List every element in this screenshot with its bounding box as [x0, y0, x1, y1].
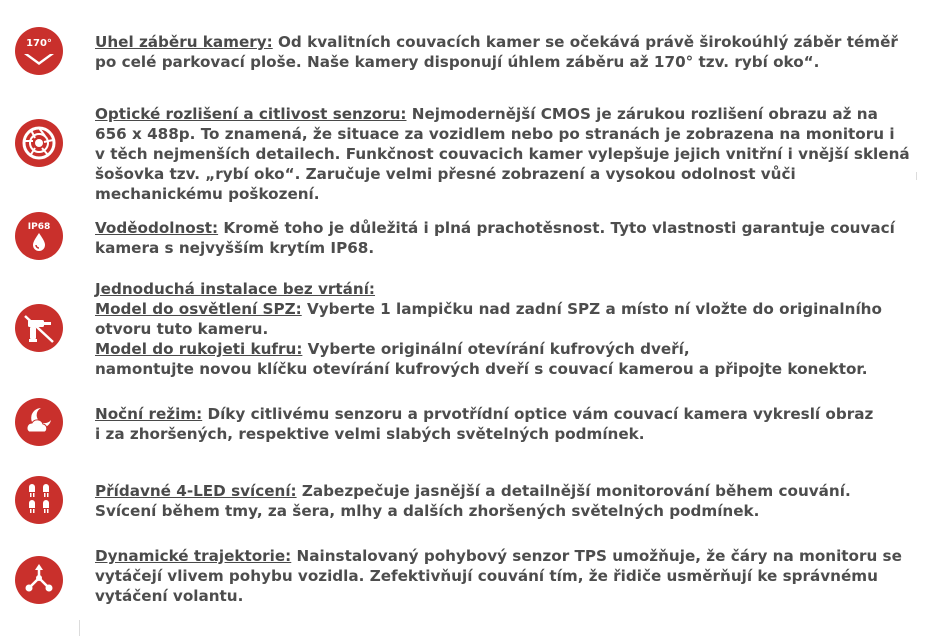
divider-mark [916, 172, 917, 180]
feature-text: Kromě toho je důležitá i plná prachotěsnost. Tyto vlastnosti garantuje couvací [218, 219, 895, 237]
feature-label: Noční režim: [95, 405, 203, 423]
feature-text: po celé parkovací ploše. Naše kamery disponují úhlem záběru až 170° tzv. rybí oko“. [95, 53, 820, 71]
sub-label: Model do rukojeti kufru: [95, 340, 303, 358]
divider-mark [79, 620, 80, 636]
feature-text: kamera s nejvyšším krytím IP68. [95, 239, 375, 257]
feature-text: 656 x 488p. To znamená, že situace za vozidlem nebo po stranách je zobrazena na monitoru i [95, 125, 895, 143]
feature-label: Optické rozlišení a citlivost senzoru: [95, 105, 407, 123]
trajectory-arrows-icon [15, 556, 63, 604]
feature-text: Nainstalovaný pohybový senzor TPS umožňuje, že čáry na monitoru se [291, 547, 902, 565]
feature-text: Vyberte originální otevírání kufrových dveří, [302, 340, 690, 358]
feature-text: Nejmodernější CMOS je zárukou rozlišení obrazu až na [406, 105, 878, 123]
icon-170-label: 170° [26, 38, 52, 49]
water-drop-ip68-icon [15, 212, 63, 260]
feature-label: Voděodolnost: [95, 219, 219, 237]
feature-label: Dynamické trajektorie: [95, 547, 292, 565]
feature-text: Svícení během tmy, za šera, mlhy a dalších zhoršených světelných podmínek. [95, 502, 760, 520]
feature-text: v těch nejmenších detailech. Funkčnost couvacich kamer vylepšuje jejich vnitřní i vnější sklená [95, 145, 910, 163]
feature-text: Díky citlivému senzoru a prvotřídní optice vám couvací kamera vykreslí obraz [202, 405, 874, 423]
feature-label: Uhel záběru kamery: [95, 33, 273, 51]
four-led-icon [15, 476, 63, 524]
feature-text: Od kvalitních couvacích kamer se očekává právě širokoúhlý záběr téměř [272, 33, 898, 51]
feature-text: otvoru tuto kameru. [95, 320, 269, 338]
icon-ip68-label: IP68 [27, 222, 51, 232]
feature-text: i za zhoršených, respektive velmi slabých světelných podmínek. [95, 425, 645, 443]
camera-lens-icon [15, 119, 63, 167]
feature-text: šošovka tzv. „rybí oko“. Zaručuje velmi přesné zobrazení a vysokou odolnost vůči [95, 165, 796, 183]
feature-text: vytáčení volantu. [95, 587, 244, 605]
feature-text: mechanickému poškození. [95, 185, 320, 203]
night-moon-cloud-icon [15, 398, 63, 446]
feature-label: Jednoduchá instalace bez vrtání: [95, 280, 376, 298]
wide-angle-170-icon [15, 27, 63, 75]
no-drill-icon [15, 304, 63, 352]
feature-text: Zabezpečuje jasnější a detailnější monitorování během couvání. [296, 482, 851, 500]
sub-label: Model do osvětlení SPZ: [95, 300, 302, 318]
feature-text: Vyberte 1 lampičku nad zadní SPZ a místo ní vložte do originalního [301, 300, 882, 318]
feature-text: namontujte novou klíčku otevírání kufrových dveří s couvací kamerou a připojte konektor. [95, 360, 868, 378]
feature-text: vytáčejí vlivem pohybu vozidla. Zefektivňují couvání tím, že řidiče usměrňují ke správnému [95, 567, 878, 585]
feature-label: Přídavné 4-LED svícení: [95, 482, 297, 500]
